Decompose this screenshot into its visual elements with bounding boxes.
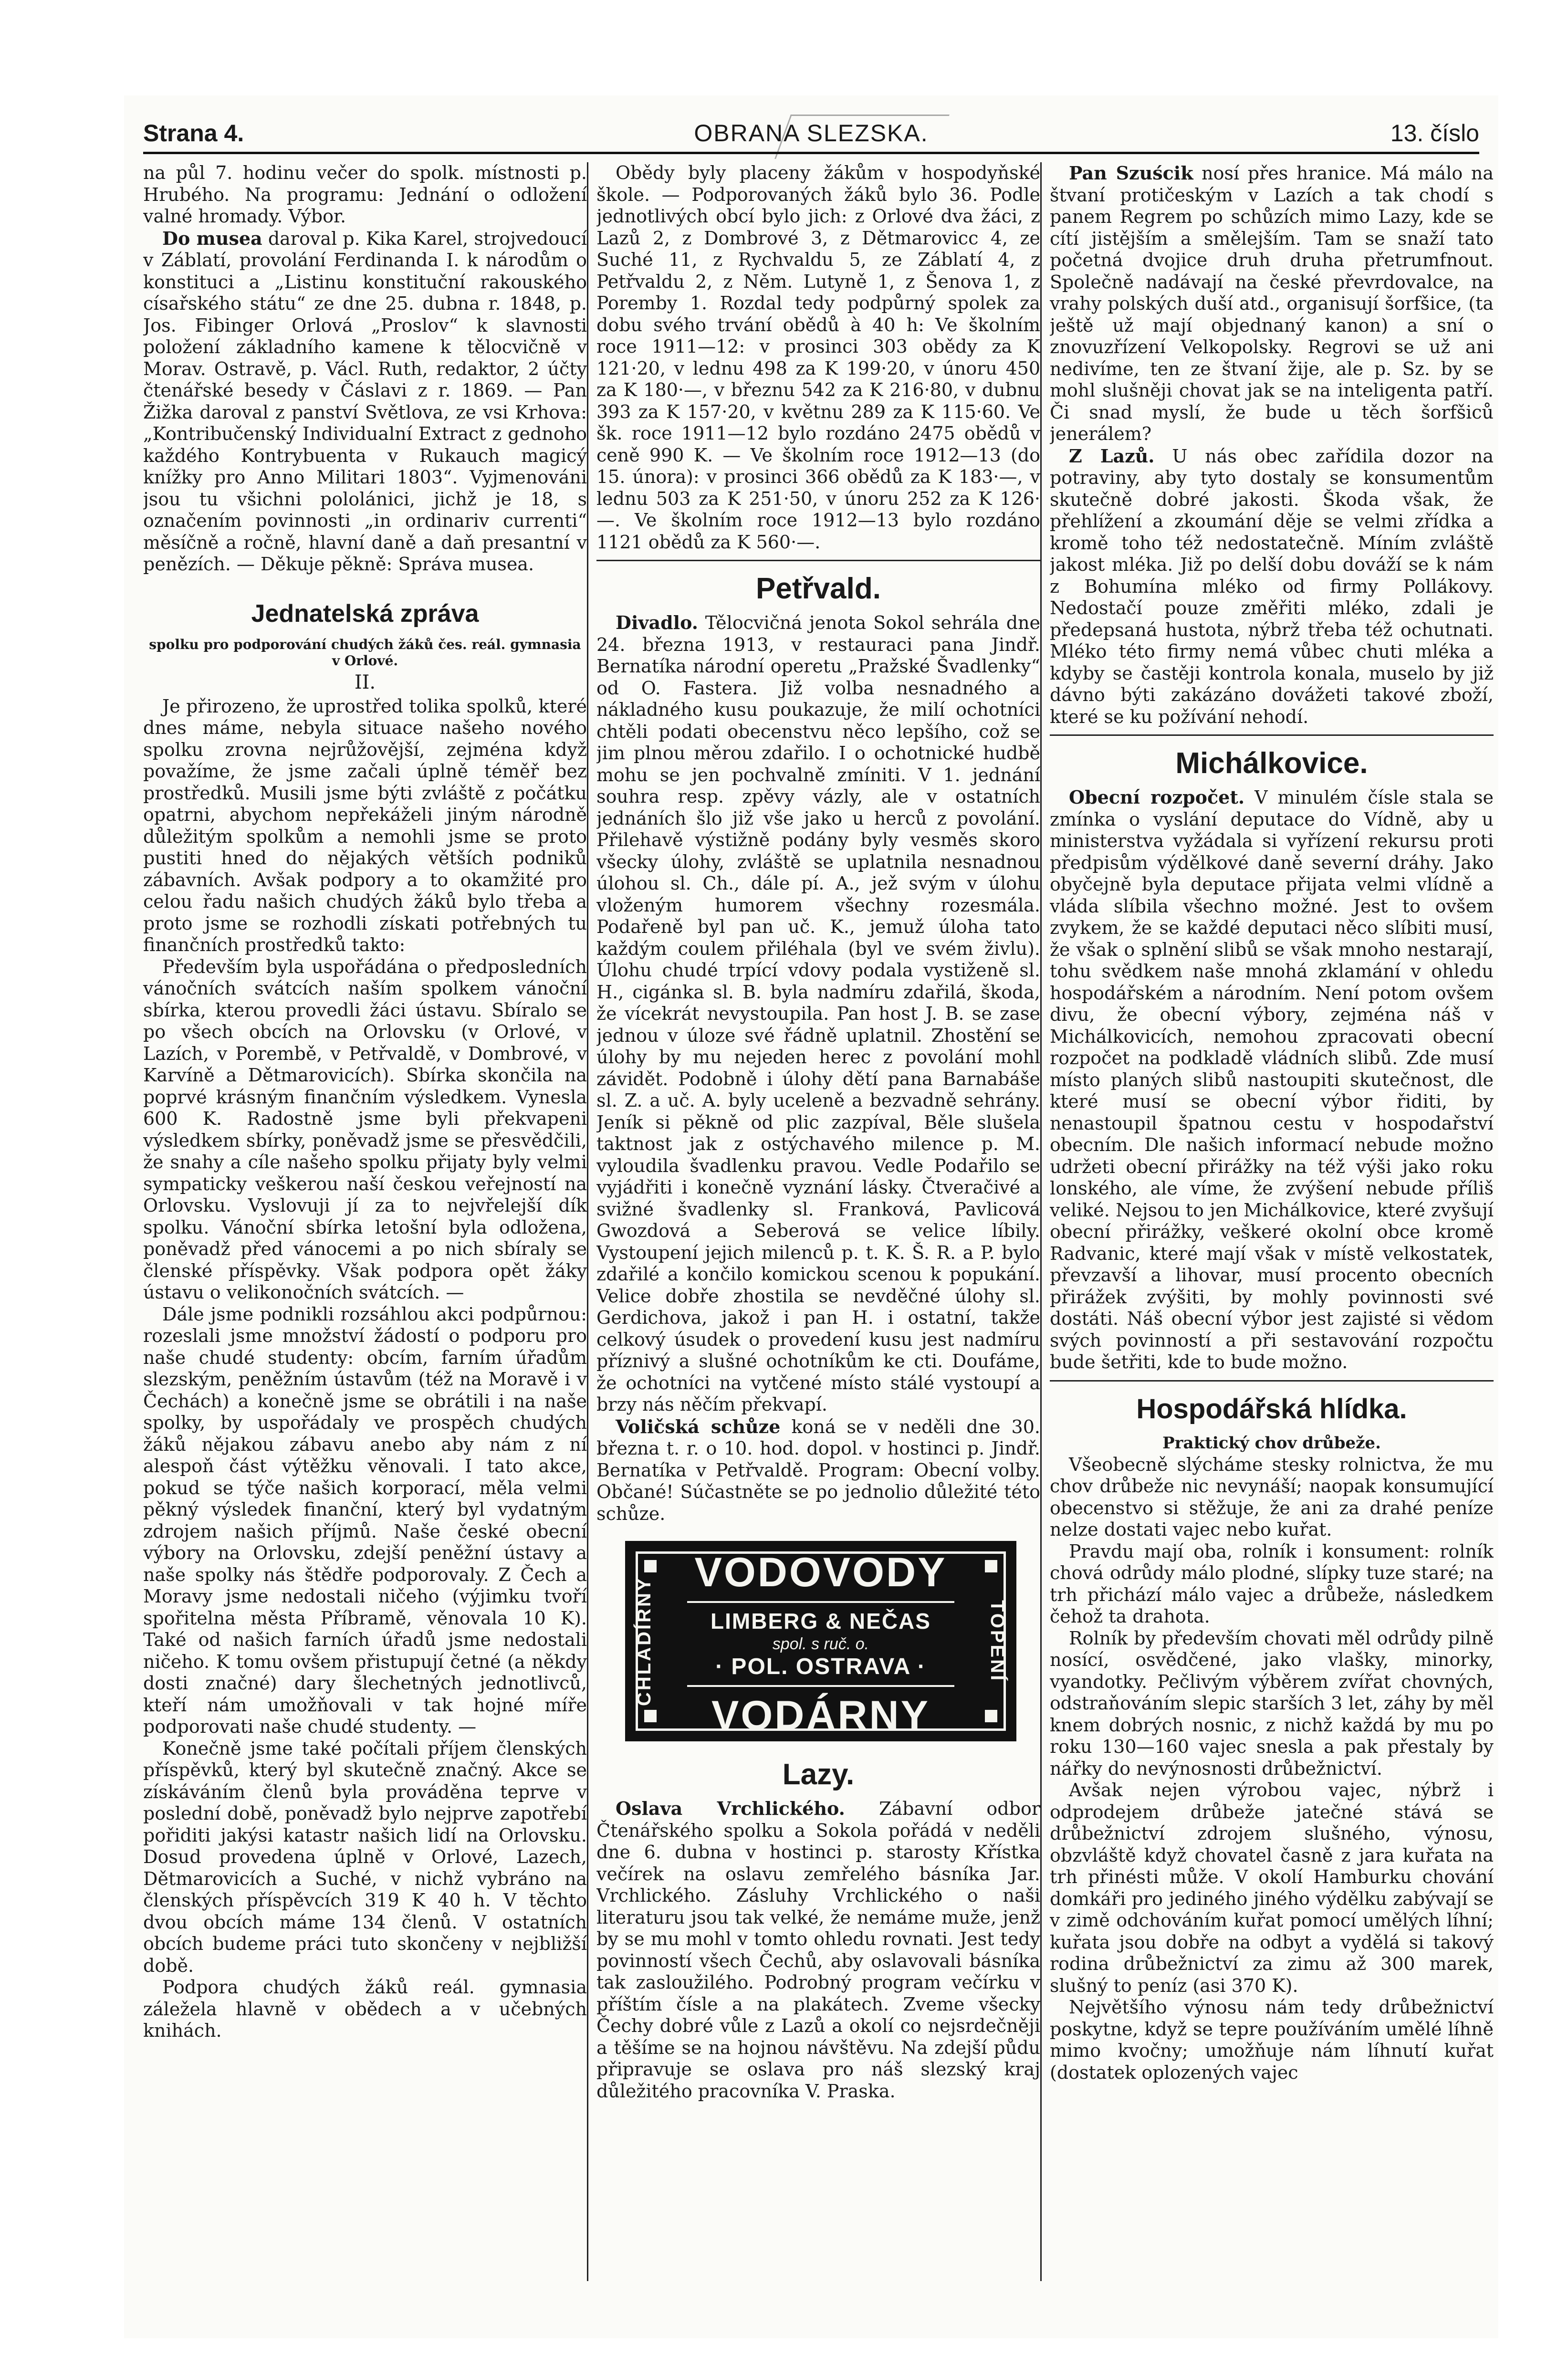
paragraph <box>596 1798 1040 2102</box>
section-rule <box>1050 734 1494 736</box>
body-text: koná se v neděli dne 30. března t. r. o 10. hod. dopol. v hostinci p. Jindř. Bernatíka v Petřvaldě. Program: Obecní volby. Občané! Súčastněte se po jednolio důležité této schůze. <box>596 1416 1040 1524</box>
paragraph: Konečně jsme také počítali příjem členských příspěvků, který byl skutečně značný. Akce se získáváním členů byla prováděna teprve v poslední době, poněvadž bylo nejprve zapotřebí pořiditi jakýsi katastr našich lidí na Orlovsku. Dosud provedena úplně v Orlové, Lazech, Dětmarovicích a Suché, v nichž vybráno na členských příspěvcích 319 K 40 h. V těchto dvou obcích máme 134 členů. V ostatních obcích budeme práci tuto skončeny v nejbližší době. <box>143 1738 587 1976</box>
section-rule <box>596 560 1040 561</box>
section-heading: Petřvald. <box>756 572 881 605</box>
paragraph: Všeobecně slýcháme stesky rolnictva, že mu chov drůbeže nic nevynáší; naopak konsumující obecenstvo si stěžuje, že ani za drahé peníze nelze dostati vajec nebo kuřat. <box>1050 1454 1494 1540</box>
page-header <box>143 115 1479 153</box>
ad-footer-headline: VODÁRNY <box>711 1693 930 1738</box>
paragraph: na půl 7. hodinu večer do spolk. místnosti p. Hrubého. Na programu: Jednání o odložení valné hromady. Výbor. <box>143 162 587 227</box>
section-subheading: spolku pro podporování chudých žáků čes. reál. gymnasia v Orlové. <box>149 636 581 669</box>
section-heading: Lazy. <box>782 1758 855 1791</box>
column-divider <box>587 162 588 2281</box>
body-text: Tělocvičná jenota Sokol sehrála dne 24. března 1913, v restauraci pana Jindř. Bernatíka národní operetu „Pražské Švadlenky“ od O. Fastera. Již volba nesnadného a nákladného kusu poukazuje, že milí ochotníci chtěli podati obecenstvu něco lepšího, což se jim plnou měrou zdařilo. I o ochotnické hudbě mohu se jen pochvalně zmíniti. V 1. jednání souhra resp. zpěvy vázly, ale v ostatních jednáních šlo již vše jako u herců z povolání. Přilehavě výstižně podány byly vesměs skoro všecky úlohy, zvláště se uplatnila nesnadnou úlohou sl. Ch., dále pí. A., jež svým v úlohu vloženým humorem všechny rozesmála. Podařeně byl pan uč. K., jemuž úloha tato každým coulem přiléhala (byl ve svém živlu). Úlohu chudé trpící vdovy podala vystiženě sl. H., cigánka sl. B. byla nadmíru zdařilá, škoda, že vícekrát nevystoupila. Pan host J. B. se zase jednou v úloze své řádně uplatnil. Zhostění se úlohy by mu nejeden herec z povolání mohl závidět. Podobně i úlohy dětí pana Barnabáše sl. Z. a uč. A. byly uceleně a bezvadně sehrány. Jeník si pěkně od plic zazpíval, Běle slušela taktnost jak z ostýchavého milence p. M. vyloudila švadlenku pravou. Vedle Podařilo se vyjádřiti i konečně vyznání lásky. Čtveračivé a svižné švadlenky sl. Franková, Pavlicová Gwozdová a Seberová se velice líbily. Vystoupení jejich milenců p. t. K. Š. R. a P. bylo zdařilé a končilo komickou scenou k popukání. Velice dobře zhostila se nevděčné úlohy sl. Gerdichova, jakož i pan H. i ostatní, takže celkový úsudek o provedení kusu jest nadmíru příznivý a slušné ochotníkům ke cti. Doufáme, že ochotníci na vytčené místo stálé vystoupí a brzy nás něčím překvapí. <box>596 612 1040 1415</box>
newspaper-page <box>124 95 1498 2338</box>
body-text: nosí přes hranice. Má málo na štvaní protičeským v Lazích a tak chodí s panem Regrem po schůzích mimo Lazy, kde se cítí jistějším a smělejším. Tam se snaží tato početná dvojice druh druha přetrumfnout. Společně nadávají na české převrdovalce, na vrahy polských duší atd., organisují šorfšice, (ta ještě už mají objednaný kanon) a sní o znovuzřízení Velkopolsky. Regrovi se už ani nedivíme, ten ze štvaní žije, ale p. Sz. by se mohl slušněji chovat jak se na inteligenta patří. Či snad myslí, že bude u těch šorfšiců jenerálem? <box>1050 163 1494 444</box>
advertisement <box>625 1541 1016 1741</box>
lead-text: Divadlo. <box>616 612 699 633</box>
body-text: Zábavní odbor Čtenářského spolku a Sokola pořádá v neděli dne 6. dubna v hostinci p. starosty Křístka večírek na oslavu zemřelého básníka Jar. Vrchlického. Zásluhy Vrchlického o naši literaturu jsou tak velké, že nemáme muže, jenž by se mu mohl v tomto ohledu rovnati. Jest tedy povinností všech Čechů, aby oslavovali básníka tak zasloužilého. Podrobný program večírku v příštím čísle a na plakátech. Zveme všecky Čechy dobré vůle z Lazů a okolí co nejsrdečněji a těšíme se na hojnou návštěvu. Na zdejší půdu připravuje se oslava pro náš slezský kraj důležitého pracovníka V. Praska. <box>596 1798 1040 2102</box>
ad-rule <box>687 1685 954 1687</box>
ad-center <box>678 1541 964 1741</box>
section-subheading: Praktický chov drůbeže. <box>1162 1433 1381 1453</box>
ad-company-name: LIMBERG & NEČAS <box>711 1609 931 1634</box>
section-heading: Jednatelská zpráva <box>251 599 479 628</box>
page-number: Strana 4. <box>143 120 244 147</box>
paragraph <box>1050 445 1494 728</box>
body-text: U nás obec zařídila dozor na potraviny, aby tyto dostaly se konsumentům skutečně dobré jakosti. Škoda však, že přehlížení a zkoumání děje se velmi zřídka a kromě toho též nedostatečně. Míním zvláště jakost mléka. Již po delší dobu dováží se k nám z Bohumína mléko od firmy Pollákovy. Nedostačí pouze změřiti mléko, zdali je předepsaná hustota, nýbrž třeba též ochutnati. Mléko této firmy nemá vůbec chuti mléka a kdyby se častěji kontrola konala, muselo by již dávno býti zakázáno dovážeti takové zboží, které se ku požívání nehodí. <box>1050 445 1494 727</box>
ad-rule <box>687 1601 954 1603</box>
paragraph <box>1050 786 1494 1373</box>
section-rule <box>1050 1380 1494 1382</box>
ad-side-text-right: TOPENÍ <box>987 1600 1008 1683</box>
ad-side-text-left: CHLADÍRNY <box>634 1576 655 1706</box>
paragraph: Rolník by především chovati měl odrůdy pilně nosící, osvědčené, jako vlašky, minorky, vyandotky. Pečlivým výběrem zvířat chovných, odstraňováním slepic starších 3 let, záhy by měl knem dobrých nosnic, z nichž každá by mu po roku 130—160 vajec snesla a pak přestaly by nářky do nevýnosnosti drůbežnictví. <box>1050 1627 1494 1779</box>
lead-text: Voličská schůze <box>616 1415 781 1437</box>
column-3 <box>1050 162 1494 2300</box>
paragraph <box>596 1416 1040 1525</box>
column-1 <box>143 162 587 2300</box>
paragraph <box>1050 162 1494 445</box>
ad-company-type: spol. s ruč. o. <box>772 1635 869 1653</box>
paragraph: Dále jsme podnikli rozsáhlou akci podpůrnou: rozeslali jsme množství žádostí o podporu pro naše chudé studenty: obcím, farním úřadům slezským, peněžním ústavům (též na Moravě i v Čechách) a konečně jsme se obrátili i na naše spolky, by uspořádaly ve prospěch chudých žáků nějakou zábavu anebo aby nám z ní alespoň část výtěžku věnovali. I tato akce, pokud se týče našich korporací, měla velmi pěkný výsledek finanční, který byl vydatným zdrojem našich příjmů. Naše české obecní výbory na Orlovsku, zdejší peněžní ústavy a naše spolky nás štědře podporovaly. Z Čech a Moravy jsme nedostali ničeho (výjimku tvoří spořitelna města Příbramě, věnovala 10 K). Také od našich farních úřadů jsme nedostali ničeho. K tomu ovšem přistupují četné (a někdy dosti značné) dary šlechetných jednotlivců, kteří nám umožňovali v tak hojné míře podporovati naše chudé studenty. — <box>143 1303 587 1737</box>
lead-text: Z Lazů. <box>1069 445 1155 467</box>
section-heading: Michálkovice. <box>1175 747 1368 780</box>
ad-location: · POL. OSTRAVA · <box>715 1654 926 1679</box>
issue-number: 13. číslo <box>1390 120 1479 147</box>
paragraph: Pravdu mají oba, rolník i konsument: rolník chová odrůdy málo plodné, slípky tuze staré; na trh přichází málo vajec a drůbeže, následkem čehož ta drahota. <box>1050 1540 1494 1627</box>
ad-headline: VODOVODY <box>694 1550 947 1595</box>
paragraph: Největšího výnosu nám tedy drůbežnictví poskytne, když se tepre používáním umělé líhně mimo kvočny; umožňuje nám líhnutí kuřat (dostatek oplozených vajec <box>1050 1997 1494 2083</box>
paragraph: Avšak nejen výrobou vajec, nýbrž i odprodejem drůbeže jatečné stává se drůbežnictví zdrojem slušného, výnosu, obzvláště když chovatel časně z jara kuřata na trh přinésti může. V okolí Hamburku chování domkáři pro jediného jiného výdělku zabývají se v zimě odchováním kuřat pomocí umělých líhní; kuřata jsou dobře na odbyt a vydělá si takový rodina drůbežnictví za zimu až 300 marek, slušný to peníz (asi 370 K). <box>1050 1780 1494 1996</box>
section-heading: Hospodářská hlídka. <box>1136 1393 1407 1424</box>
header-rule <box>143 152 1479 154</box>
lead-text: Obecní rozpočet. <box>1069 786 1245 808</box>
paragraph: Je přirozeno, že uprostřed tolika spolků, které dnes máme, nebyla situace našeho nového spolku zrovna nejrůžovější, zejména když považíme, že jsme začali úplně téměř bez prostředků. Musili jsme býti zvláště z počátku opatrni, abychom nepřekáželi jiným národně důležitým spolkům a nemohli jsme se proto pustiti hned do nějakých větších podniků zábavních. Avšak podpory a to okamžité pro celou řadu našich chudých žáků bylo třeba a proto jsme se rozhodli získati potřebných tu finančních prostředků takto: <box>143 695 587 955</box>
lead-text: Pan Szuścik <box>1069 162 1193 184</box>
paragraph <box>143 228 587 576</box>
paragraph: Obědy byly placeny žákům v hospodyňské škole. — Podporovaných žáků bylo 36. Podle jednotlivých obcí bylo jich: z Orlové dva žáci, z Lazů 2, z Dombrové 3, z Dětmarovicc 4, ze Suché 11, z Rychvaldu 5, ze Záblatí 4, z Petřvaldu 2, z Něm. Lutyně 1, z Šenova 1, z Poremby 1. Rozdal tedy podpůrný spolek za dobu svého trvání obědů à 40 h: Ve školním roce 1911—12: v prosinci 303 obědy za K 121·20, v lednu 498 za K 199·20, v únoru 450 za K 180·—, v březnu 542 za K 216·80, v dubnu 393 za K 157·20, v květnu 289 za K 115·60. Ve šk. roce 1911—12 bylo rozdáno 2475 obědů v ceně 990 K. — Ve školním roce 1912—13 (do 15. února): v prosinci 366 obědů za K 183·—, v lednu 503 za K 251·50, v únoru 252 za K 126·—. Ve školním roce 1912—13 bylo rozdáno 1121 obědů za K 560·—. <box>596 162 1040 553</box>
lead-text: Do musea <box>162 227 262 249</box>
paragraph: Podpora chudých žáků reál. gymnasia záležela hlavně v obědech a v učebných knihách. <box>143 1977 587 2041</box>
column-2 <box>596 162 1040 2300</box>
paragraph: Především byla uspořádána o předposledních vánočních svátcích naším spolkem vánoční sbírka, kterou provedli žáci ústavu. Sbíralo se po všech obcích na Orlovsku (v Orlové, v Lazích, v Porembě, v Petřvaldě, v Dombrové, v Karvíně a Dětmarovicích). Sbírka skončila na poprvé krásným finančním výsledkem. Vynesla 600 K. Radostně jsme byli překvapeni výsledkem sbírky, poněvadž jsme se přesvědčili, že snahy a cíle našeho spolku přijaty byly velmi sympaticky veškerou naší českou veřejností na Orlovsku. Vyslovuji jí za to nejvřelejší dík spolku. Vánoční sbírka letošní byla odložena, poněvadž před vánocemi a po nich sbíraly se členské příspěvky. Však podpora opět žáky ústavu o velikonočních svátcích. — <box>143 956 587 1303</box>
body-text: V minulém čísle stala se zmínka o vyslání deputace do Vídně, aby u ministerstva vyžádala si vyřízení rekursu proti předpisům výdělkové daně severní dráhy. Jako obyčejně byla deputace přijata velmi vlídně a vláda slíbila všechno možné. Jest to ovšem zvykem, že se každé deputaci něco slíbiti musí, že však o splnění slibů se však mnoho nestarají, tohu svědkem naše mnohá zklamání v ohledu hospodářském a národním. Není potom ovšem divu, že obecní výbory, zejména náš v Michálkovicích, nemohou zpracovati obecní rozpočet na podkladě vládních slibů. Zde musí místo planých slibů nastoupiti skutečnost, dle které musí se obecní výbor řiditi, by nenastoupil špatnou cestu v hospodařství obecním. Dle našich informací nebude možno udržeti obecní přirážky na též výši jako roku lonského, ale víme, že zvýšení nebude příliš veliké. Nejsou to jen Michálkovice, které zvyšují obecní přirážky, veškeré okolní obce kromě Radvanic, které mají však v místě velkostatek, převzavší a lihovar, musí procento obecních přirážek zvýšiti, by mohly povinnosti své dostáti. Náš obecní výbor jest zajisté si vědom svých povinností a při sestavování rozpočtu bude šetřiti, kde to bude možno. <box>1050 787 1494 1372</box>
lead-text: Oslava Vrchlického. <box>616 1798 845 1819</box>
part-number: II. <box>354 671 376 693</box>
body-text: daroval p. Kika Karel, strojvedoucí v Záblatí, provolání Ferdinanda I. k národům o konstituci a „Listinu konstituční rakouského císařského státu“ ze dne 25. dubna r. 1848, p. Jos. Fibinger Orlová „Proslov“ k slavnosti položení základního kamene k tělocvičně v Morav. Ostravě, p. Václ. Ruth, redaktor, 2 účty čtenářské besedy v Čáslavi z r. 1869. — Pan Žižka daroval z panství Světlova, ze vsi Krhova: „Kontribučenský Individualní Extract z gednoho každého Kontrybuenta v Rukauch magicý knížky pro Anno Militari 1803“. Vyjmenováni jsou tu všichni pololánici, jichž je 18, s označením povinnosti „in ordinariv currenti“ měsíčně a ročně, hlavní daně a daň presantní v penězích. — Děkuje pěkně: Správa musea. <box>143 228 587 575</box>
paragraph <box>596 612 1040 1416</box>
newspaper-title: OBRANA SLEZSKA. <box>694 120 929 147</box>
column-divider <box>1040 162 1042 2281</box>
